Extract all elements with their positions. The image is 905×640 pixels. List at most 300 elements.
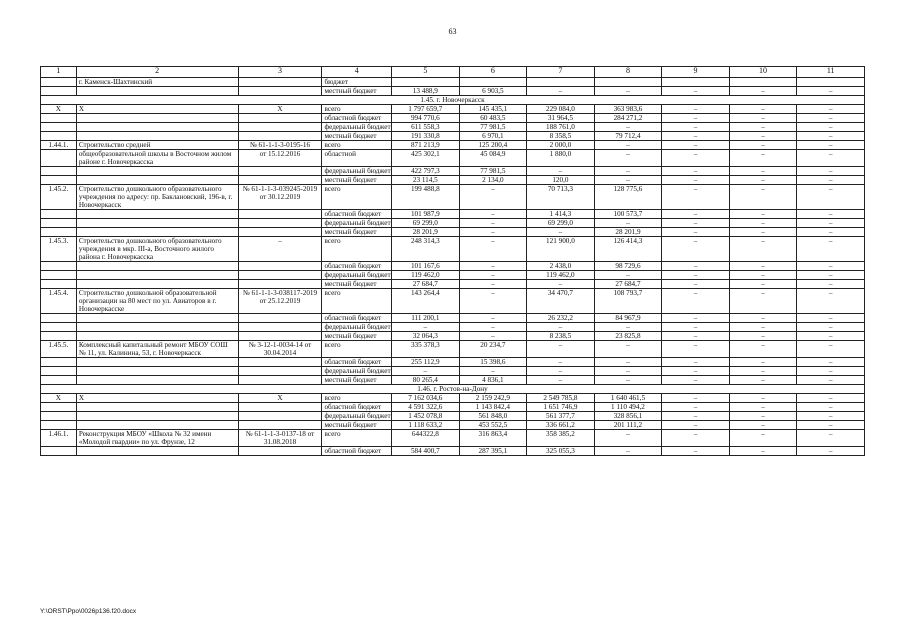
- value-cell: 69 299,0: [527, 219, 595, 228]
- budget-type-cell: местный бюджет: [322, 228, 392, 237]
- value-cell: –: [662, 280, 730, 289]
- value-cell: –: [662, 412, 730, 421]
- value-cell: –: [459, 367, 527, 376]
- row-number-cell: [41, 403, 77, 412]
- value-cell: 34 470,7: [527, 289, 595, 314]
- value-cell: –: [662, 358, 730, 367]
- row-number-cell: 1.44.1.: [41, 141, 77, 150]
- object-name-cell: [76, 332, 238, 341]
- document-cell: Х: [238, 394, 322, 403]
- value-cell: 70 713,3: [527, 185, 595, 210]
- row-number-cell: 1.45.3.: [41, 237, 77, 262]
- table-row: [41, 210, 865, 219]
- value-cell: –: [662, 114, 730, 123]
- value-cell: –: [797, 289, 865, 314]
- document-cell: [238, 280, 322, 289]
- value-cell: –: [594, 447, 662, 456]
- document-cell: от 15.12.2016: [238, 150, 322, 167]
- value-cell: –: [797, 341, 865, 358]
- value-cell: –: [797, 167, 865, 176]
- row-number-cell: Х: [41, 394, 77, 403]
- table-row: [41, 78, 865, 87]
- value-cell: –: [729, 167, 797, 176]
- value-cell: 1 452 078,8: [392, 412, 460, 421]
- value-cell: 143 264,4: [392, 289, 460, 314]
- value-cell: –: [729, 185, 797, 210]
- value-cell: 994 770,6: [392, 114, 460, 123]
- budget-type-cell: всего: [322, 237, 392, 262]
- budget-type-cell: федеральный бюджет: [322, 412, 392, 421]
- row-number-cell: [41, 323, 77, 332]
- value-cell: –: [594, 219, 662, 228]
- row-number-cell: [41, 332, 77, 341]
- value-cell: 1 640 461,5: [594, 394, 662, 403]
- table-row: [41, 430, 865, 447]
- value-cell: –: [797, 412, 865, 421]
- column-header: 1: [41, 67, 77, 78]
- document-cell: –: [238, 237, 322, 262]
- value-cell: –: [662, 123, 730, 132]
- value-cell: –: [729, 271, 797, 280]
- document-cell: [238, 87, 322, 96]
- row-number-cell: [41, 132, 77, 141]
- table-row: [41, 421, 865, 430]
- object-name-cell: [76, 367, 238, 376]
- value-cell: 316 863,4: [459, 430, 527, 447]
- value-cell: –: [729, 114, 797, 123]
- value-cell: –: [797, 403, 865, 412]
- value-cell: 584 400,7: [392, 447, 460, 456]
- value-cell: 26 232,2: [527, 314, 595, 323]
- document-cell: Х: [238, 105, 322, 114]
- value-cell: 871 213,9: [392, 141, 460, 150]
- object-name-cell: [76, 403, 238, 412]
- document-cell: № 61-1-1-3-0195-16: [238, 141, 322, 150]
- value-cell: 561 377,7: [527, 412, 595, 421]
- document-cell: [238, 376, 322, 385]
- value-cell: –: [662, 367, 730, 376]
- value-cell: –: [662, 376, 730, 385]
- document-cell: № 3-12-1-0034-14 от 30.04.2014: [238, 341, 322, 358]
- value-cell: –: [797, 358, 865, 367]
- value-cell: –: [392, 323, 460, 332]
- budget-type-cell: всего: [322, 394, 392, 403]
- table-row: [41, 323, 865, 332]
- value-cell: –: [527, 367, 595, 376]
- value-cell: [662, 78, 730, 87]
- budget-type-cell: областной: [322, 150, 392, 167]
- budget-type-cell: федеральный бюджет: [322, 123, 392, 132]
- value-cell: [459, 78, 527, 87]
- value-cell: 1 797 659,7: [392, 105, 460, 114]
- value-cell: –: [729, 219, 797, 228]
- row-number-cell: [41, 262, 77, 271]
- value-cell: –: [527, 87, 595, 96]
- value-cell: –: [662, 176, 730, 185]
- value-cell: –: [729, 141, 797, 150]
- column-header: 2: [76, 67, 238, 78]
- object-name-cell: [76, 323, 238, 332]
- budget-type-cell: местный бюджет: [322, 132, 392, 141]
- table-row: [41, 394, 865, 403]
- value-cell: –: [594, 271, 662, 280]
- budget-type-cell: федеральный бюджет: [322, 219, 392, 228]
- value-cell: –: [797, 271, 865, 280]
- object-name-cell: Комплексный капитальный ремонт МБОУ СОШ № 11, ул. Калинина, 53, г. Новочеркасск: [76, 341, 238, 358]
- budget-type-cell: местный бюджет: [322, 376, 392, 385]
- object-name-cell: Реконструкция МБОУ «Школа № 32 имени «Молодой гвардии» по ул. Фрунзе, 12: [76, 430, 238, 447]
- value-cell: –: [729, 123, 797, 132]
- value-cell: –: [459, 228, 527, 237]
- table-row: [41, 262, 865, 271]
- document-cell: [238, 114, 322, 123]
- value-cell: 284 271,2: [594, 114, 662, 123]
- value-cell: [527, 78, 595, 87]
- value-cell: –: [662, 237, 730, 262]
- value-cell: 60 483,5: [459, 114, 527, 123]
- value-cell: 335 378,3: [392, 341, 460, 358]
- table-row: [41, 332, 865, 341]
- value-cell: –: [459, 210, 527, 219]
- object-name-cell: Строительство дошкольного образовательного учреждения в мкр. III-а, Восточного жилого района г. Новочеркасска: [76, 237, 238, 262]
- value-cell: 1 651 746,9: [527, 403, 595, 412]
- table-row: [41, 185, 865, 210]
- value-cell: 2 159 242,9: [459, 394, 527, 403]
- row-number-cell: [41, 421, 77, 430]
- value-cell: 100 573,7: [594, 210, 662, 219]
- row-number-cell: [41, 219, 77, 228]
- object-name-cell: [76, 123, 238, 132]
- document-cell: [238, 123, 322, 132]
- value-cell: –: [594, 367, 662, 376]
- value-cell: –: [527, 228, 595, 237]
- table-row: [41, 341, 865, 358]
- value-cell: 8 358,5: [527, 132, 595, 141]
- value-cell: –: [527, 280, 595, 289]
- value-cell: 31 964,5: [527, 114, 595, 123]
- value-cell: –: [392, 367, 460, 376]
- budget-type-cell: местный бюджет: [322, 332, 392, 341]
- budget-type-cell: федеральный бюджет: [322, 167, 392, 176]
- value-cell: 101 987,9: [392, 210, 460, 219]
- row-number-cell: 1.45.4.: [41, 289, 77, 314]
- document-cell: [238, 78, 322, 87]
- value-cell: –: [729, 132, 797, 141]
- value-cell: 1 110 494,2: [594, 403, 662, 412]
- value-cell: 6 903,5: [459, 87, 527, 96]
- row-number-cell: [41, 78, 77, 87]
- value-cell: 191 330,8: [392, 132, 460, 141]
- value-cell: 201 111,2: [594, 421, 662, 430]
- value-cell: 422 797,3: [392, 167, 460, 176]
- object-name-cell: [76, 271, 238, 280]
- document-cell: [238, 228, 322, 237]
- value-cell: 363 983,6: [594, 105, 662, 114]
- budget-type-cell: федеральный бюджет: [322, 367, 392, 376]
- budget-type-cell: всего: [322, 430, 392, 447]
- object-name-cell: Х: [76, 105, 238, 114]
- column-header: 3: [238, 67, 322, 78]
- column-header: 5: [392, 67, 460, 78]
- row-number-cell: [41, 150, 77, 167]
- value-cell: 27 684,7: [594, 280, 662, 289]
- value-cell: 45 084,9: [459, 150, 527, 167]
- value-cell: 108 793,7: [594, 289, 662, 314]
- value-cell: –: [662, 141, 730, 150]
- table-row: [41, 141, 865, 150]
- document-cell: [238, 421, 322, 430]
- value-cell: –: [594, 123, 662, 132]
- value-cell: 325 055,3: [527, 447, 595, 456]
- table-row: [41, 237, 865, 262]
- value-cell: –: [729, 421, 797, 430]
- value-cell: –: [662, 403, 730, 412]
- table-body: [41, 78, 865, 456]
- table-row: [41, 289, 865, 314]
- row-number-cell: [41, 376, 77, 385]
- budget-type-cell: областной бюджет: [322, 210, 392, 219]
- value-cell: –: [594, 376, 662, 385]
- value-cell: –: [729, 430, 797, 447]
- value-cell: –: [459, 237, 527, 262]
- value-cell: –: [527, 376, 595, 385]
- value-cell: 119 462,0: [392, 271, 460, 280]
- value-cell: 358 385,2: [527, 430, 595, 447]
- table-row: [41, 123, 865, 132]
- column-number-row: [41, 67, 865, 78]
- document-cell: [238, 219, 322, 228]
- value-cell: –: [594, 430, 662, 447]
- budget-type-cell: областной бюджет: [322, 114, 392, 123]
- value-cell: 453 552,5: [459, 421, 527, 430]
- table-row: [41, 271, 865, 280]
- value-cell: –: [797, 421, 865, 430]
- document-cell: [238, 358, 322, 367]
- value-cell: 121 900,0: [527, 237, 595, 262]
- section-heading: 1.45. г. Новочеркасск: [41, 96, 865, 105]
- value-cell: –: [594, 323, 662, 332]
- row-number-cell: [41, 210, 77, 219]
- value-cell: 4 591 322,6: [392, 403, 460, 412]
- document-cell: [238, 271, 322, 280]
- value-cell: 328 856,1: [594, 412, 662, 421]
- budget-type-cell: всего: [322, 105, 392, 114]
- row-number-cell: [41, 176, 77, 185]
- row-number-cell: 1.45.5.: [41, 341, 77, 358]
- value-cell: –: [797, 332, 865, 341]
- page-number: 63: [448, 27, 457, 36]
- row-number-cell: [41, 412, 77, 421]
- value-cell: 248 314,3: [392, 237, 460, 262]
- object-name-cell: [76, 376, 238, 385]
- object-name-cell: [76, 228, 238, 237]
- budget-type-cell: областной бюджет: [322, 403, 392, 412]
- value-cell: –: [527, 323, 595, 332]
- value-cell: 145 435,1: [459, 105, 527, 114]
- document-cell: [238, 132, 322, 141]
- value-cell: –: [797, 430, 865, 447]
- document-cell: № 61-1-1-3-0137-18 от 31.08.2018: [238, 430, 322, 447]
- object-name-cell: [76, 412, 238, 421]
- value-cell: 69 299,0: [392, 219, 460, 228]
- row-number-cell: 1.46.1.: [41, 430, 77, 447]
- value-cell: –: [594, 150, 662, 167]
- value-cell: –: [797, 141, 865, 150]
- table-row: [41, 403, 865, 412]
- value-cell: –: [594, 176, 662, 185]
- object-name-cell: [76, 167, 238, 176]
- column-header: 10: [729, 67, 797, 78]
- object-name-cell: Строительство дошкольного образовательного учреждения по адресу: пр. Баклановский, 196-в, г. Новочеркасск: [76, 185, 238, 210]
- value-cell: –: [459, 289, 527, 314]
- value-cell: –: [729, 341, 797, 358]
- value-cell: –: [729, 176, 797, 185]
- value-cell: –: [797, 132, 865, 141]
- value-cell: –: [729, 332, 797, 341]
- value-cell: 27 684,7: [392, 280, 460, 289]
- value-cell: 77 981,5: [459, 167, 527, 176]
- table-row: [41, 280, 865, 289]
- value-cell: –: [662, 262, 730, 271]
- document-cell: [238, 447, 322, 456]
- value-cell: –: [662, 87, 730, 96]
- document-cell: [238, 262, 322, 271]
- budget-type-cell: областной бюджет: [322, 314, 392, 323]
- value-cell: –: [662, 228, 730, 237]
- value-cell: 120,0: [527, 176, 595, 185]
- budget-type-cell: местный бюджет: [322, 176, 392, 185]
- budget-type-cell: местный бюджет: [322, 87, 392, 96]
- table-row: [41, 114, 865, 123]
- value-cell: –: [662, 150, 730, 167]
- value-cell: –: [662, 394, 730, 403]
- value-cell: –: [527, 167, 595, 176]
- object-name-cell: г. Каменск-Шахтинский: [76, 78, 238, 87]
- table-row: [41, 447, 865, 456]
- budget-table: [40, 66, 865, 456]
- value-cell: –: [662, 421, 730, 430]
- value-cell: 23 825,8: [594, 332, 662, 341]
- value-cell: –: [662, 341, 730, 358]
- table-row: [41, 376, 865, 385]
- value-cell: –: [729, 412, 797, 421]
- value-cell: –: [662, 210, 730, 219]
- value-cell: 32 064,3: [392, 332, 460, 341]
- value-cell: 111 200,1: [392, 314, 460, 323]
- value-cell: 128 775,6: [594, 185, 662, 210]
- value-cell: 611 558,3: [392, 123, 460, 132]
- value-cell: 2 549 785,8: [527, 394, 595, 403]
- value-cell: –: [594, 358, 662, 367]
- row-number-cell: [41, 367, 77, 376]
- value-cell: –: [459, 185, 527, 210]
- object-name-cell: [76, 87, 238, 96]
- value-cell: –: [729, 289, 797, 314]
- value-cell: 20 234,7: [459, 341, 527, 358]
- value-cell: 125 200,4: [459, 141, 527, 150]
- table-row: [41, 87, 865, 96]
- column-header: 6: [459, 67, 527, 78]
- value-cell: –: [797, 176, 865, 185]
- object-name-cell: общеобразовательной школы в Восточном жилом районе г. Новочеркасска: [76, 150, 238, 167]
- budget-type-cell: всего: [322, 289, 392, 314]
- budget-type-cell: всего: [322, 341, 392, 358]
- object-name-cell: [76, 176, 238, 185]
- value-cell: –: [729, 314, 797, 323]
- value-cell: 7 162 034,6: [392, 394, 460, 403]
- value-cell: 2 134,0: [459, 176, 527, 185]
- value-cell: 119 462,0: [527, 271, 595, 280]
- value-cell: –: [729, 376, 797, 385]
- object-name-cell: [76, 262, 238, 271]
- row-number-cell: [41, 114, 77, 123]
- value-cell: 199 488,8: [392, 185, 460, 210]
- table-row: [41, 228, 865, 237]
- value-cell: 2 438,0: [527, 262, 595, 271]
- row-number-cell: [41, 123, 77, 132]
- value-cell: [594, 78, 662, 87]
- value-cell: –: [662, 289, 730, 314]
- value-cell: –: [797, 228, 865, 237]
- value-cell: –: [729, 210, 797, 219]
- value-cell: –: [594, 87, 662, 96]
- object-name-cell: [76, 280, 238, 289]
- value-cell: –: [459, 262, 527, 271]
- column-header: 7: [527, 67, 595, 78]
- value-cell: –: [527, 341, 595, 358]
- table-row: [41, 132, 865, 141]
- document-cell: [238, 210, 322, 219]
- value-cell: 425 302,1: [392, 150, 460, 167]
- budget-type-cell: областной бюджет: [322, 447, 392, 456]
- object-name-cell: [76, 447, 238, 456]
- table-row: [41, 412, 865, 421]
- value-cell: –: [662, 105, 730, 114]
- value-cell: –: [797, 376, 865, 385]
- object-name-cell: Строительство средней: [76, 141, 238, 150]
- column-header: 8: [594, 67, 662, 78]
- row-number-cell: [41, 228, 77, 237]
- value-cell: –: [729, 150, 797, 167]
- budget-type-cell: федеральный бюджет: [322, 323, 392, 332]
- value-cell: –: [797, 262, 865, 271]
- value-cell: –: [797, 237, 865, 262]
- value-cell: 15 398,6: [459, 358, 527, 367]
- value-cell: 1 880,0: [527, 150, 595, 167]
- row-number-cell: Х: [41, 105, 77, 114]
- value-cell: –: [797, 447, 865, 456]
- value-cell: –: [729, 394, 797, 403]
- value-cell: –: [797, 394, 865, 403]
- value-cell: –: [797, 150, 865, 167]
- value-cell: 6 970,1: [459, 132, 527, 141]
- table-row: [41, 167, 865, 176]
- value-cell: 561 848,0: [459, 412, 527, 421]
- document-cell: № 61-1-1-3-039245-2019 от 30.12.2019: [238, 185, 322, 210]
- document-cell: [238, 167, 322, 176]
- row-number-cell: [41, 271, 77, 280]
- row-number-cell: [41, 280, 77, 289]
- value-cell: 188 761,0: [527, 123, 595, 132]
- value-cell: –: [459, 314, 527, 323]
- value-cell: –: [797, 323, 865, 332]
- value-cell: –: [797, 114, 865, 123]
- value-cell: 1 118 633,2: [392, 421, 460, 430]
- value-cell: 287 395,1: [459, 447, 527, 456]
- value-cell: 126 414,3: [594, 237, 662, 262]
- row-number-cell: [41, 314, 77, 323]
- budget-type-cell: всего: [322, 185, 392, 210]
